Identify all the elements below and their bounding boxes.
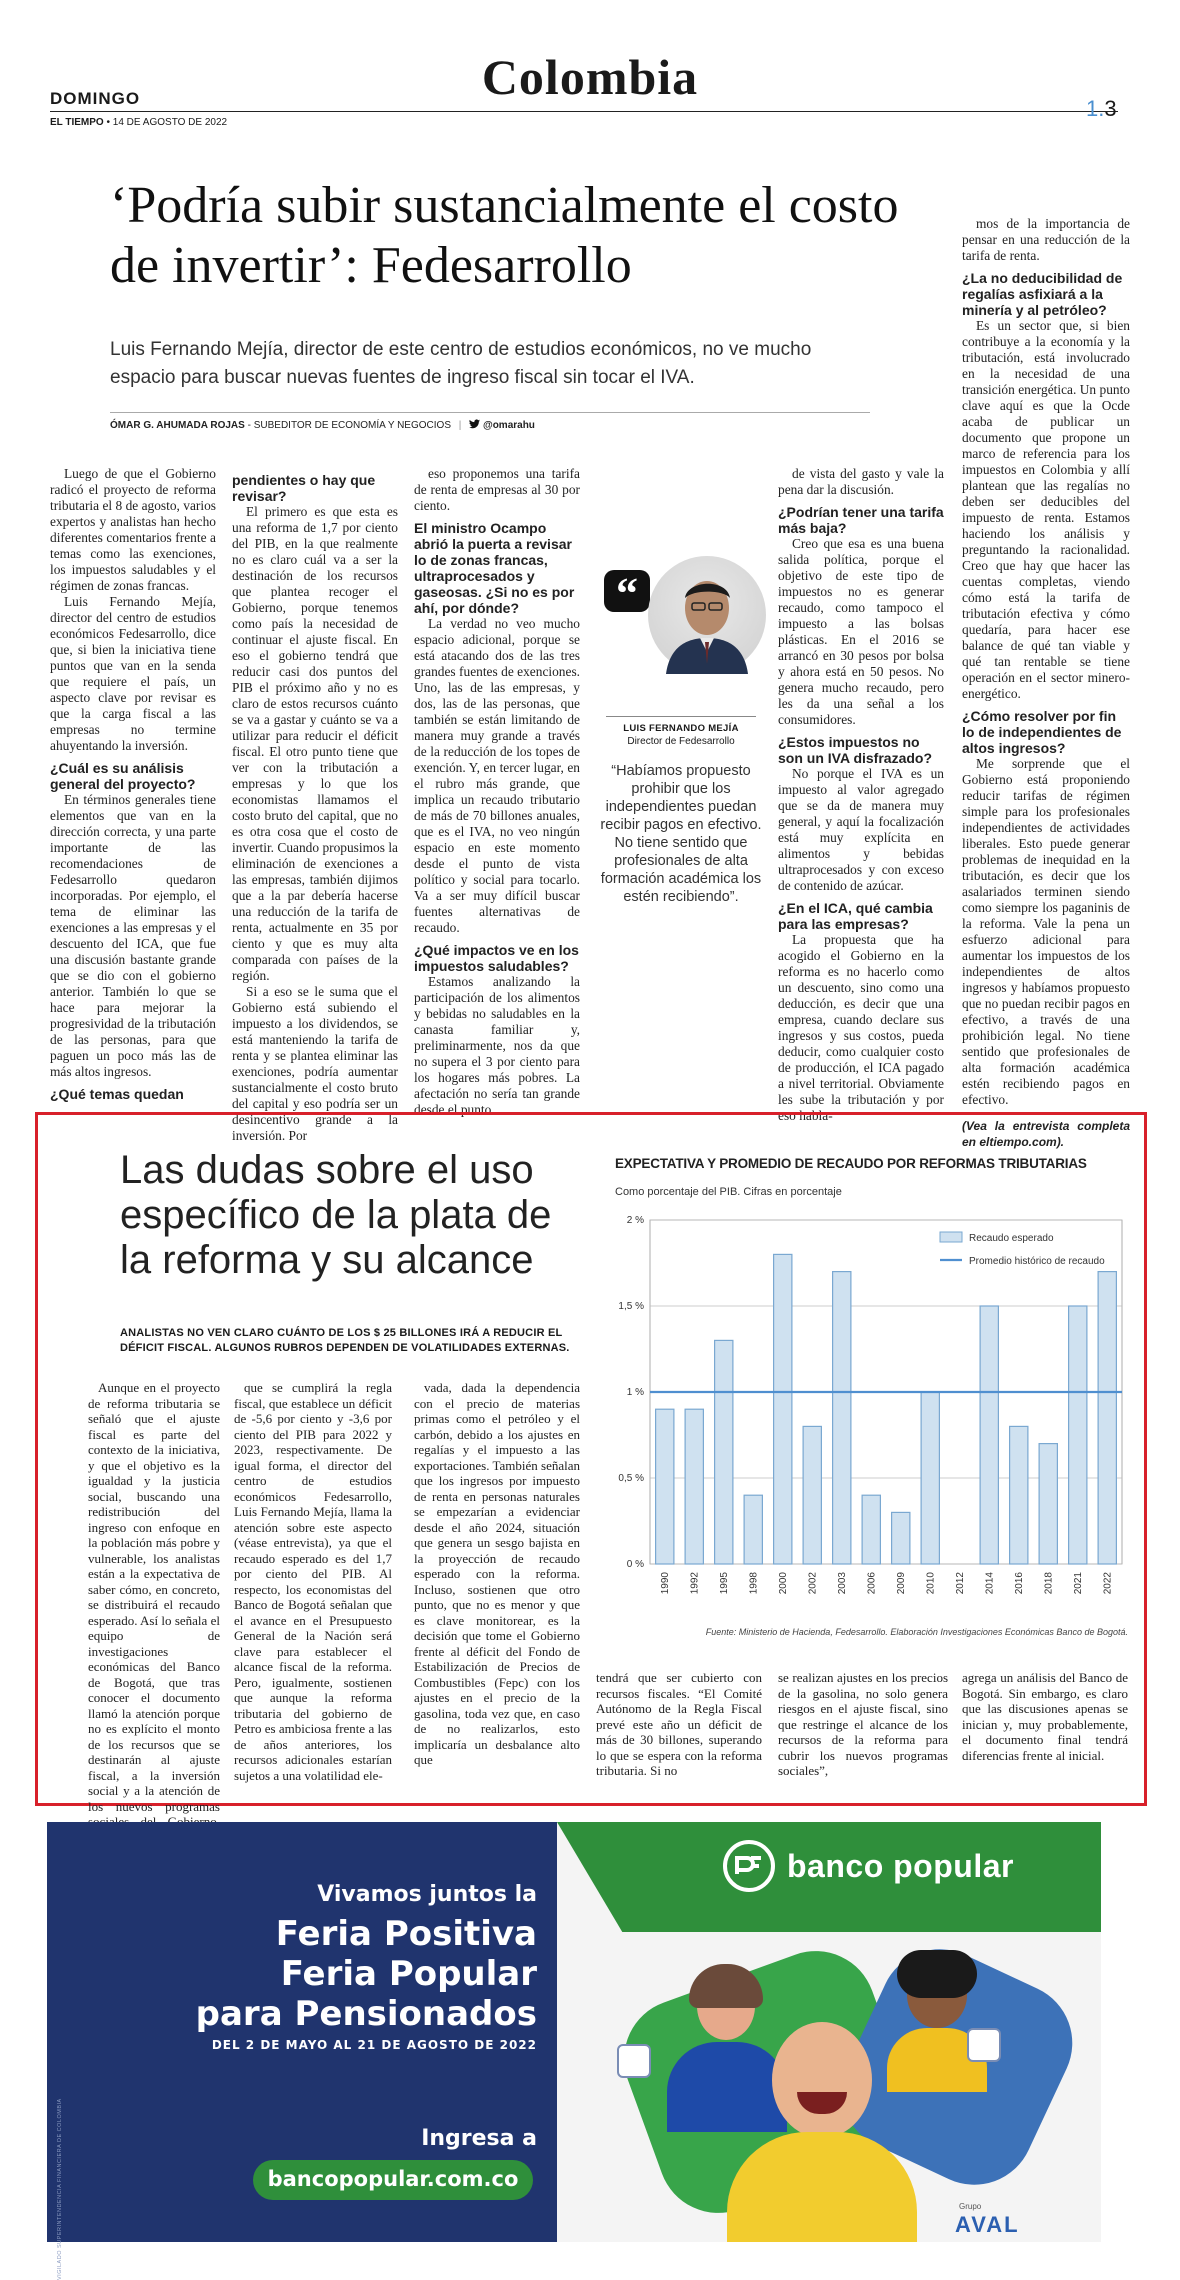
x-tick-label: 1992 — [689, 1572, 701, 1595]
box-headline: Las dudas sobre el uso específico de la plata de la reforma y su alcance — [120, 1148, 552, 1282]
question-heading: ¿Qué impactos ve en los impuestos saludables? — [414, 942, 579, 974]
paragraph: mos de la importancia de pensar en una reducción de la tarifa de renta. — [962, 216, 1130, 263]
twitter-handle[interactable]: @omarahu — [482, 420, 535, 431]
box-col-5: se realizan ajustes en los precios de la gasolina, no solo genera riesgos en el ajuste fiscal, sino que restringe el alcance de los recursos de la reforma para cubrir los nuevos programas sociales”, — [778, 1670, 948, 1778]
author-name: ÓMAR G. AHUMADA ROJAS — [110, 420, 245, 431]
x-tick-label: 1998 — [748, 1572, 760, 1595]
day-label: DOMINGO — [50, 89, 141, 108]
paragraph: Creo que esa es una buena salida política, porque el objetivo de este tipo de impuestos no es generar recaudo, como tampoco el impuesto a las bolsas plásticas. En el 2016 se arrancó en 30 pesos por bolsa y ahora está en 50 pesos. No genera mucho recaudo, pero les da una señal a los consumidores. — [778, 536, 944, 727]
x-tick-label: 2016 — [1013, 1572, 1025, 1595]
paragraph: Es un sector que, si bien contribuye a la economía y la tributación, está involucrado en la necesidad de una transición energética. Un punto clave aquí es que la Ocde acaba de publicar un documento que propone un marco de referencia para los impuestos en Colombia y allí plantean que las regalías no deben ser deducibles del impuesto de renta. Estamos haciendo los análisis y preguntando la racionalidad. Creo que hay que hacer las cuentas completas, viendo cómo está la tarifa de tributación efectiva y cómo quedaría, para hacer ese balance de qué tan viable y qué tan rentable se tiene operación en el sector minero-energético. — [962, 318, 1130, 701]
paragraph: eso proponemos una tarifa de renta de empresas al 30 por ciento. — [414, 466, 580, 513]
y-tick-label: 0,5 % — [618, 1473, 644, 1484]
bar — [1010, 1426, 1028, 1564]
bar — [833, 1272, 851, 1564]
article-col-6 — [962, 216, 1130, 1149]
article-col-2 — [232, 466, 398, 1143]
bar — [803, 1426, 821, 1564]
group-logo: AVAL — [955, 2212, 1020, 2237]
byline — [110, 419, 535, 432]
subhead: Luis Fernando Mejía, director de este centro de estudios económicos, no ve mucho espacio para buscar nuevas fuentes de ingreso fiscal sin tocar el IVA. — [110, 339, 812, 388]
quote-text: “Habíamos propuesto prohibir que los independientes puedan recibir pagos en efectivo. No tiene sentido que profesionales de alta formación académica los estén recibiendo”. — [600, 763, 762, 905]
box-col-3: vada, dada la dependencia con el precio de materias primas como el petróleo y el carbón, debido a los ajustes en regalías y el impuesto a las exportaciones. También señalan que los ingresos por impuesto de renta en personas naturales se empezarían a evidenciar desde el año 2024, situación que genera un sesgo bajista en la proyección de recaudo esperado con la reforma. Incluso, sostienen que otro punto, que no es menor y que es clave monitorear, es la decisión que tome el Gobierno frente al déficit del Fondo de Estabilización de Precios de Combustibles (Fepc) con los ajustes en el precio de la gasolina, toda vez que, en caso de no realizarlos, esto implicaría un desbalance alto que — [414, 1380, 580, 1767]
bar — [1039, 1444, 1057, 1564]
paragraph: Luego de que el Gobierno radicó el proyecto de reforma tributaria el 8 de agosto, varios expertos y analistas han hecho diferentes comentarios frente a temas como las exenciones, los impuestos saludables y el régimen de zonas francas. — [50, 466, 216, 593]
question-heading: El ministro Ocampo abrió la puerta a revisar lo de zonas francas, ultraprocesados y gaseosas. ¿Si no es por ahí, por dónde? — [414, 520, 575, 616]
question-heading: ¿Podrían tener una tarifa más baja? — [778, 504, 944, 536]
x-tick-label: 2003 — [836, 1572, 848, 1595]
x-tick-label: 2000 — [777, 1572, 789, 1595]
quote-mark-icon — [604, 570, 650, 616]
article-col-1 — [50, 466, 216, 1106]
ad-line-1: Vivamos juntos la — [317, 1882, 537, 1907]
x-tick-label: 2002 — [807, 1572, 819, 1595]
legend-label-bar: Recaudo esperado — [969, 1233, 1054, 1244]
article-col-5 — [778, 466, 944, 1123]
x-tick-label: 2014 — [984, 1572, 996, 1595]
question-heading: ¿Qué temas quedan — [50, 1086, 184, 1102]
paper-name: EL TIEMPO — [50, 117, 104, 128]
bank-logo-icon — [723, 1840, 775, 1892]
x-tick-label: 2021 — [1072, 1572, 1084, 1595]
date: • 14 DE AGOSTO DE 2022 — [106, 117, 228, 128]
y-tick-label: 1,5 % — [618, 1301, 644, 1312]
masthead-rule — [50, 111, 1118, 112]
twitter-icon — [469, 419, 480, 432]
bar — [892, 1512, 910, 1564]
page-number — [1086, 96, 1117, 122]
bar — [656, 1409, 674, 1564]
paragraph: El primero es que esta es una reforma de 1,7 por ciento del PIB, en la que realmente no es claro cuál va a ser la destinación de los recursos que plantea recoger el Gobierno, porque tenemos como país la necesidad de continuar el ajuste fiscal. En eso el gobierno tendrá que reducir casi dos puntos del PIB el próximo año y no es claro de estos recursos cuánto se va a gastar y cuánto se va a utilizar para reducir el déficit fiscal. El otro punto tiene que ver con la tributación a empresas y lo que los economistas llamamos el costo bruto del capital, que no es otra cosa que el costo de invertir. Cuando propusimos la eliminación de exenciones a las empresas, también dijimos que a la par debería hacerse una reducción de la tarifa de renta, actualmente en 35 por ciento y que es muy alta comparada con países de la región. — [232, 504, 398, 983]
svg-text:“: “ — [616, 569, 638, 618]
x-tick-label: 2009 — [895, 1572, 907, 1595]
box-col-4: tendrá que ser cubierto con recursos fiscales. “El Comité Autónomo de la Regla Fiscal prevé este año un déficit de más de 30 billones, superando lo que se espera con la reforma tributaria. Si no — [596, 1670, 762, 1778]
question-heading: ¿Cuál es su análisis general del proyecto? — [50, 760, 196, 792]
paragraph: La verdad no veo mucho espacio adicional, porque se está atacando dos de las tres grandes fuentes de exenciones. Uno, las de las empresas, y dos, las de las personas, que también se están limitando de manera muy grande a través de la reducción de los topes de exención. Y, en tercer lugar, en el rubro más grande, que implica un recaudo tributario de más de 70 billones anuales, que es el IVA, no veo ningún espacio en este momento desde el punto de vista político y social para tocarlo. Va a ser muy difícil buscar fuentes alternativas de recaudo. — [414, 616, 580, 935]
chart-source: Fuente: Ministerio de Hacienda, Fedesarrollo. Elaboración Investigaciones Económicas Banco de Bogotá. — [705, 1627, 1128, 1637]
quote-name: LUIS FERNANDO MEJÍA — [623, 723, 739, 734]
ad-url[interactable]: bancopopular.com.co — [267, 2167, 519, 2191]
x-tick-label: 1995 — [718, 1572, 730, 1595]
question-heading: ¿En el ICA, qué cambia para las empresas? — [778, 900, 933, 932]
article-col-3 — [414, 466, 580, 1117]
ad-cta: Ingresa a — [421, 2126, 537, 2151]
portrait — [648, 556, 766, 674]
vigilado-label: VIGILADO SUPERINTENDENCIA FINANCIERA DE COLOMBIA — [57, 2098, 63, 2280]
bar — [1098, 1272, 1116, 1564]
bar — [862, 1495, 880, 1564]
bar — [1069, 1306, 1087, 1564]
paragraph: No porque el IVA es un impuesto al valor agregado que se da de manera muy general, y aquí la focalización está muy explícita en alimentos y bebidas ultraprocesados y con exceso de contenido de azúcar. — [778, 766, 944, 893]
ad-banner[interactable] — [47, 1822, 1101, 2280]
person-center — [727, 2022, 917, 2242]
bar — [921, 1392, 939, 1564]
paragraph: Me sorprende que el Gobierno está proponiendo reducir tarifas de régimen simple para los profesionales independientes de actividades liberales. Esto puede generar problemas de inequidad en la tributación, es decir que los asalariados terminen siendo como siempre los paganinis de la reforma. Vale la pena un esfuerzo adicional para aumentar los impuestos de los independientes de altos ingresos y habíamos propuesto que no puedan recibir pagos en efectivo, a través de una prohibición legal. No tiene sentido que profesionales de alta formación académica estén recibiendo pagos en efectivo. — [962, 756, 1130, 1107]
box-col-6: agrega un análisis del Banco de Bogotá. Sin embargo, es claro que las discusiones apenas se inician y, muy probablemente, el documento final tendrá diferencias frente al inicial. — [962, 1670, 1128, 1763]
x-tick-label: 2022 — [1102, 1572, 1114, 1595]
ad-line-3: Feria Popular — [280, 1954, 537, 1994]
y-tick-label: 1 % — [626, 1387, 644, 1398]
box-deck: ANALISTAS NO VEN CLARO CUÁNTO DE LOS $ 25 BILLONES IRÁ A REDUCIR EL DÉFICIT FISCAL. ALGUNOS RUBROS DEPENDEN DE VOLATILIDADES EXTERNAS. — [120, 1327, 570, 1354]
ad-line-4: para Pensionados — [195, 1994, 537, 2034]
page-prefix: 1. — [1086, 96, 1105, 121]
x-tick-label: 2012 — [954, 1572, 966, 1595]
byline-divider: | — [458, 420, 462, 431]
ad-dates: DEL 2 DE MAYO AL 21 DE AGOSTO DE 2022 — [211, 2038, 537, 2052]
question-heading: ¿Estos impuestos no son un IVA disfrazado? — [778, 734, 933, 766]
paragraph: En términos generales tiene elementos que van en la dirección correcta, y una parte importante de las recomendaciones de Fedesarrollo quedaron incorporadas. Por ejemplo, el tema de eliminar las exenciones a las empresas y el descuento del ICA, que fue una discusión bastante grande que se dio con el gobierno anterior. También lo que se hace para mejorar la progresividad de la tributación de las personas, para que paguen un poco más las de más altos ingresos. — [50, 792, 216, 1079]
ad-icon-chart — [617, 2044, 651, 2078]
paragraph: Luis Fernando Mejía, director del centro de estudios económicos Fedesarrollo, dice que, si bien la iniciativa tiene puntos que van en la senda que requiere el país, un aspecto clave por revisar es que la carga fiscal a las empresas no termine ahuyentando la inversión. — [50, 594, 216, 753]
byline-top-rule — [110, 412, 870, 413]
chart-subtitle: Como porcentaje del PIB. Cifras en porcentaje — [615, 1186, 842, 1198]
paragraph: Estamos analizando la participación de los alimentos y bebidas no saludables en la canasta familiar y, preliminarmente, nos da que no supera el 3 por ciento para los hogares más pobres. La afectación no sería tan grande desde el punto — [414, 974, 580, 1117]
chart-title: EXPECTATIVA Y PROMEDIO DE RECAUDO POR REFORMAS TRIBUTARIAS — [615, 1156, 1087, 1171]
quote-role: Director de Fedesarrollo — [627, 736, 735, 747]
bank-logo-text: banco popular — [787, 1848, 1014, 1884]
bar-chart — [615, 1206, 1135, 1638]
headline: ‘Podría subir sustancialmente el costo de invertir’: Fedesarrollo — [110, 177, 899, 294]
paragraph: de vista del gasto y vale la pena dar la discusión. — [778, 466, 944, 497]
section-title: Colombia — [481, 49, 699, 105]
x-tick-label: 2006 — [866, 1572, 878, 1595]
ad-icon-chat — [967, 2028, 1001, 2062]
bar — [774, 1254, 792, 1564]
legend-label-line: Promedio histórico de recaudo — [969, 1256, 1105, 1267]
ad-line-2: Feria Positiva — [275, 1914, 537, 1954]
question-heading: pendientes o hay que revisar? — [232, 472, 376, 504]
ad-right-panel — [557, 1822, 1101, 2242]
y-tick-label: 0 % — [626, 1559, 644, 1570]
web-note: (Vea la entrevista completa en eltiempo.com). — [962, 1119, 1130, 1149]
bar — [715, 1340, 733, 1564]
dateline — [50, 117, 227, 128]
question-heading: ¿La no deducibilidad de regalías asfixiará a la minería y al petróleo? — [962, 270, 1123, 318]
group-small: Grupo — [959, 2202, 982, 2211]
bar — [744, 1495, 762, 1564]
box-col-2: que se cumplirá la regla fiscal, que establece un déficit de -5,6 por ciento y -3,6 por ciento del PIB para 2022 y 2023, respectivamente. De igual forma, el director del centro de estudios económicos Fedesarrollo, Luis Fernando Mejía, llama la atención sobre este aspecto (véase entrevista), ya que el recaudo esperado es del 1,7 por ciento del PIB. Al respecto, los economistas del Banco de Bogotá señalan que el avance en el Presupuesto General de la Nación será clave para establecer el alcance fiscal de la reforma. Pero, igualmente, sostienen que aunque la reforma tributaria del gobierno de Petro es ambiciosa frente a las de años anteriores, los recursos adicionales estarían sujetos a una volatilidad ele- — [234, 1380, 392, 1783]
x-tick-label: 2010 — [925, 1572, 937, 1595]
x-tick-label: 2018 — [1043, 1572, 1055, 1595]
page-digit: 3 — [1104, 96, 1117, 121]
question-heading: ¿Cómo resolver por fin lo de independientes de altos ingresos? — [962, 708, 1122, 756]
bar — [685, 1409, 703, 1564]
author-role: - SUBEDITOR DE ECONOMÍA Y NEGOCIOS — [247, 420, 451, 431]
y-tick-label: 2 % — [626, 1215, 644, 1226]
bar — [980, 1306, 998, 1564]
paragraph: La propuesta que ha acogido el Gobierno en la reforma es no hacerlo como un descuento, sino como una deducción, es decir que una empresa, cuando declare sus ingresos y sus costos, pueda deducir, como cualquier costo de producción, el ICA pagado a nivel territorial. Obviamente les sube la tributación y por eso habla- — [778, 932, 944, 1123]
legend-swatch-bar — [940, 1232, 962, 1242]
box-col-1: Aunque en el proyecto de reforma tributaria se señaló que el ajuste fiscal es parte del contexto de la iniciativa, y que el objetivo es la igualdad y la justicia social, buscando una redistribución del ingreso con enfoque en la población más pobre y vulnerable, los analistas están a la expectativa de saber cómo, en concreto, se distribuirá el recaudo esperado. Así lo señala el equipo de investigaciones económicas del Banco de Bogotá, que tras conocer el documento llamó la atención porque no es explícito el monto de los recursos que se destinarán al ajuste fiscal, a la inversión social y a la atención de los nuevos programas — [88, 1380, 220, 1814]
paragraph: Si a eso se le suma que el Gobierno está subiendo el impuesto a los dividendos, se está manteniendo la tarifa de renta y se plantea eliminar las exenciones, podría aumentar sustancialmente el costo bruto del capital y eso podría ser un desincentivo grande a la inversión. Por — [232, 984, 398, 1143]
quote-rule — [606, 716, 756, 717]
x-tick-label: 1990 — [659, 1572, 671, 1595]
